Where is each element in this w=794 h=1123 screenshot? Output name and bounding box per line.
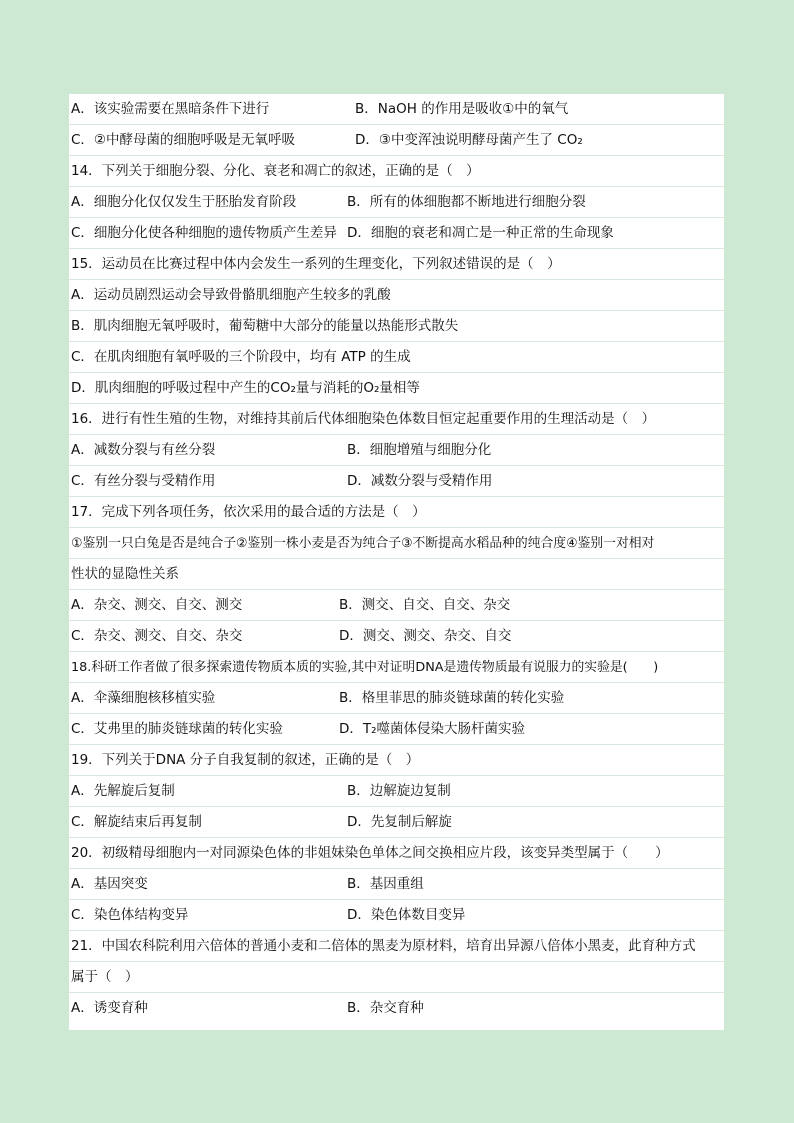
option-b: D．减数分裂与受精作用 [347,473,493,489]
option-a: C．染色体结构变异 [71,907,189,923]
question-14 [69,156,724,187]
option-text: C．在肌肉细胞有氧呼吸的三个阶段中，均有 ATP 的生成 [71,349,411,365]
option-row [69,869,724,900]
question-text: 17．完成下列各项任务，依次采用的最合适的方法是（ ） [71,504,426,520]
option-line [69,342,724,373]
option-b: B．细胞增殖与细胞分化 [347,442,492,458]
question-text: 性状的显隐性关系 [71,566,179,582]
option-a: C．杂交、测交、自交、杂交 [71,628,243,644]
option-a: A．诱变育种 [71,1000,148,1016]
question-18 [69,652,724,683]
question-15 [69,249,724,280]
option-row [69,435,724,466]
question-text: 19．下列关于DNA 分子自我复制的叙述，正确的是（ ） [71,752,420,768]
option-line [69,373,724,404]
option-a: A．基因突变 [71,876,148,892]
document-page [69,94,724,1030]
option-b: D．细胞的衰老和凋亡是一种正常的生命现象 [347,225,614,241]
option-a: A．细胞分化仅仅发生于胚胎发育阶段 [71,194,297,210]
option-row [69,94,724,125]
option-row [69,125,724,156]
option-text: B．肌肉细胞无氧呼吸时，葡萄糖中大部分的能量以热能形式散失 [71,318,459,334]
option-b: D．染色体数目变异 [347,907,466,923]
question-stem [69,528,724,559]
option-a: C．艾弗里的肺炎链球菌的转化实验 [71,721,283,737]
option-b: B．格里菲思的肺炎链球菌的转化实验 [339,690,565,706]
question-stem [69,962,724,993]
option-b: B．杂交育种 [347,1000,424,1016]
option-a: A．先解旋后复制 [71,783,175,799]
option-row [69,466,724,497]
option-b: D．先复制后解旋 [347,814,452,830]
option-a: A．减数分裂与有丝分裂 [71,442,216,458]
option-b: B．NaOH 的作用是吸收①中的氧气 [355,101,569,117]
option-row [69,776,724,807]
option-b: D．③中变浑浊说明酵母菌产生了 CO₂ [355,132,583,148]
option-a: A．该实验需要在黑暗条件下进行 [71,101,270,117]
option-b: B．基因重组 [347,876,424,892]
option-b: D．测交、测交、杂交、自交 [339,628,512,644]
question-17 [69,497,724,528]
option-text: A．运动员剧烈运动会导致骨骼肌细胞产生较多的乳酸 [71,287,391,303]
option-b: B．测交、自交、自交、杂交 [339,597,511,613]
option-row [69,714,724,745]
option-a: C．有丝分裂与受精作用 [71,473,216,489]
option-row [69,900,724,931]
question-text: 20．初级精母细胞内一对同源染色体的非姐妹染色单体之间交换相应片段，该变异类型属于（ ） [71,845,669,861]
question-19 [69,745,724,776]
option-text: D．肌肉细胞的呼吸过程中产生的CO₂量与消耗的O₂量相等 [71,380,420,396]
option-row [69,187,724,218]
option-a: A．伞藻细胞核移植实验 [71,690,216,706]
option-b: B．边解旋边复制 [347,783,451,799]
option-a: C．细胞分化使各种细胞的遗传物质产生差异 [71,225,337,241]
question-text: 14．下列关于细胞分裂、分化、衰老和凋亡的叙述，正确的是（ ） [71,163,480,179]
question-text: 18.科研工作者做了很多探索遗传物质本质的实验,其中对证明DNA是遗传物质最有说服力的实验是( ) [71,660,659,675]
question-16 [69,404,724,435]
question-stem [69,559,724,590]
question-text: ①鉴别一只白兔是否是纯合子②鉴别一株小麦是否为纯合子③不断提高水稻品种的纯合度④鉴别一对相对 [71,536,655,551]
option-a: C．解旋结束后再复制 [71,814,202,830]
option-a: A．杂交、测交、自交、测交 [71,597,243,613]
option-a: C．②中酵母菌的细胞呼吸是无氧呼吸 [71,132,296,148]
option-row [69,993,724,1024]
option-line [69,280,724,311]
option-b: B．所有的体细胞都不断地进行细胞分裂 [347,194,586,210]
question-text: 15．运动员在比赛过程中体内会发生一系列的生理变化，下列叙述错误的是（ ） [71,256,561,272]
question-text: 16．进行有性生殖的生物，对维持其前后代体细胞染色体数目恒定起重要作用的生理活动是（ ） [71,411,656,427]
question-text: 21．中国农科院利用六倍体的普通小麦和二倍体的黑麦为原材料，培育出异源八倍体小黑麦，此育种方式 [71,938,696,954]
option-line [69,311,724,342]
question-21 [69,931,724,962]
question-text: 属于（ ） [71,969,139,985]
option-b: D．T₂噬菌体侵染大肠杆菌实验 [339,721,526,737]
option-row [69,683,724,714]
option-row [69,621,724,652]
option-row [69,218,724,249]
question-20 [69,838,724,869]
option-row [69,807,724,838]
option-row [69,590,724,621]
